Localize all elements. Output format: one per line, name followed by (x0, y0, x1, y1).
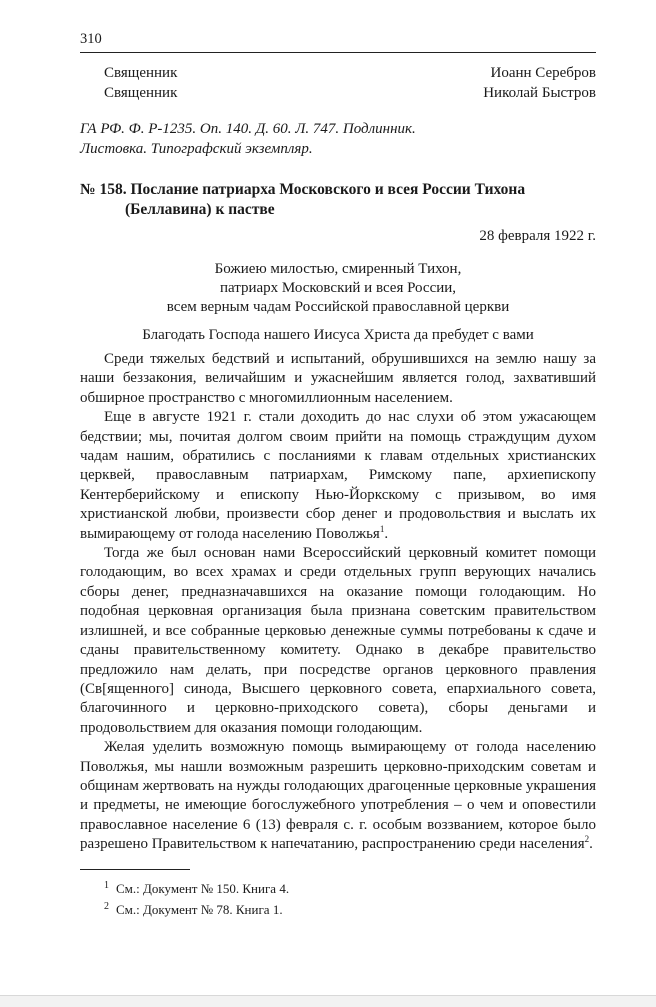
footnote (104, 899, 289, 920)
signer-title: Священник (104, 65, 178, 81)
title-line: (Беллавина) к пастве (125, 201, 275, 218)
signer-name: Николай Быстров (483, 85, 596, 101)
title-line: № 158. Послание патриарха Московского и всея России Тихона (80, 181, 526, 198)
page-header (80, 30, 596, 53)
footnote-text: См.: Документ № 150. Книга 4. (116, 881, 290, 896)
archive-source (80, 119, 596, 159)
source-line: ГА РФ. Ф. Р-1235. Оп. 140. Д. 60. Л. 747. Подлинник. (80, 121, 416, 137)
signer-name: Иоанн Серебров (490, 65, 596, 81)
document-title (80, 180, 596, 220)
page-number: 310 (80, 31, 102, 47)
source-line: Листовка. Типографский экземпляр. (80, 141, 313, 157)
footnote-ref[interactable]: 1 (379, 523, 385, 534)
footnotes (104, 878, 289, 920)
address-line: всем верным чадам Российской православной церкви (166, 299, 510, 315)
signer-row (104, 63, 596, 83)
paragraph-text: Среди тяжелых бедствий и испытаний, обрушившихся на землю нашу за наши беззакония, величайшим и ужаснейшим является голод, захвативший обширное пространство с многомиллионным населением. (80, 351, 596, 406)
footnote-mark: 1 (104, 880, 109, 891)
paragraph (80, 350, 596, 408)
footnote-divider (80, 869, 190, 870)
paragraph-text: Еще в августе 1921 г. стали доходить до нас слухи об этом ужасающем бедствии; мы, почитая долгом своим прийти на помощь страждущим духом чадам нашим, обратились с посланиями к главам отдельных христианских церквей, православным патриархам, Римскому папе, архиепископу Кентерберийскому и епископу Нью-Йоркскому с призывом, во имя христианской любви, произвести сбор денег и продовольствия и выслать их вымирающему от голода населению Поволжья (80, 409, 596, 542)
signer-row (104, 83, 596, 103)
signer-title: Священник (104, 85, 178, 101)
paragraph (80, 544, 596, 738)
footnote-text: См.: Документ № 78. Книга 1. (116, 902, 283, 917)
footnote (104, 878, 289, 899)
body-text (80, 350, 596, 855)
paragraph-text: Тогда же был основан нами Всероссийский церковный комитет помощи голодающим, во всех храмах и среди отдельных групп верующих начались сборы денег, предназначавшихся на оказание помощи голодающим. Но подобная церковная организация была признана советским правительством излишней, и все собранные церковью денежные суммы потребованы к сдаче и сданы правительственному комитету. Однако в декабре правительство предложило нам делать, при посредстве органов церковного правления (Св[ященного] синода, Высшего церковного совета, епархиального совета, благочинного и церковно-приходского совета), сборы деньгами и продовольствием для оказания помощи голодающим. (80, 545, 596, 736)
signers-block (104, 63, 596, 103)
address-line: патриарх Московский и всея России, (219, 280, 457, 296)
document-date: 28 февраля 1922 г. (479, 228, 596, 244)
greeting: Благодать Господа нашего Иисуса Христа да пребудет с вами (142, 327, 534, 343)
footnote-mark: 2 (104, 901, 109, 912)
page-bottom-edge (0, 995, 656, 1007)
address-line: Божиею милостью, смиренный Тихон, (214, 261, 462, 277)
paragraph-text: Желая уделить возможную помощь вымирающему от голода населению Поволжья, мы нашли возможным разрешить церковно-приходским советам и общинам жертвовать на нужды голодающих драгоценные церковные украшения и предметы, не имеющие богослужебного употребления – о чем и оповестили православное население 6 (13) февраля с. г. особым воззванием, которое было разрешено Правительством к напечатанию, распространению среди населения (80, 739, 596, 853)
paragraph: Желая уделить возможную помощь вымирающему от голода населению Поволжья, мы нашли возможным разрешить церковно-приходским советам и общинам жертвовать на нужды голодающих драгоценные церковные украшения и предметы, не имеющие богослужебного употребления – о чем и оповестили православное население 6 (13) февраля с. г. особым воззванием, которое было разрешено Правительством к напечатанию, распространению среди населения$^2$. (80, 739, 596, 853)
address-block (80, 260, 596, 317)
paragraph: Еще в августе 1921 г. стали доходить до нас слухи об этом ужасающем бедствии; мы, почитая долгом своим прийти на помощь страждущим духом чадам нашим, обратились с посланиями к главам отдельных христианских церквей, православным патриархам, Римскому папе, архиепископу Кентерберийскому и епископу Нью-Йоркскому с призывом, во имя христианской любви, произвести сбор денег и продовольствия и выслать их вымирающему от голода населению Поволжья$^1$. (80, 409, 596, 542)
footnote-ref[interactable]: 2 (584, 834, 590, 845)
